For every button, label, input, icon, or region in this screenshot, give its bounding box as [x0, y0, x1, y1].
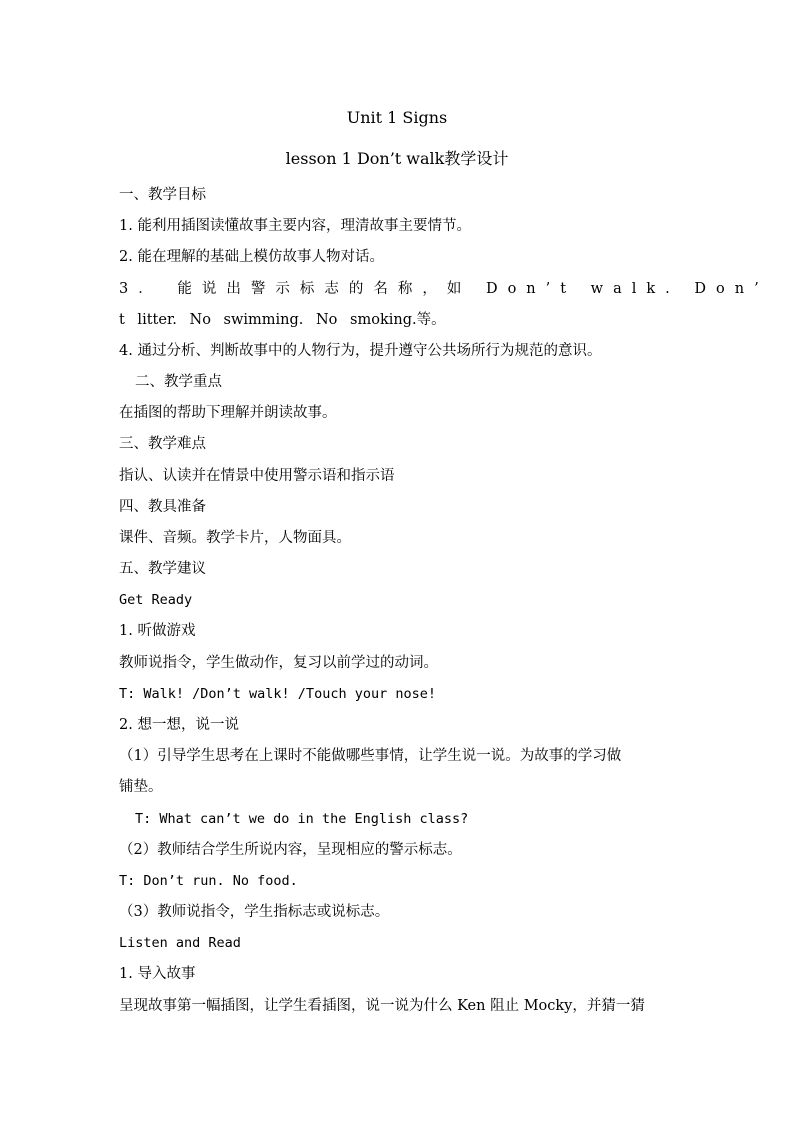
- listen-read-heading: Listen and Read: [119, 935, 241, 951]
- section-heading-difficulties: 三、教学难点: [119, 436, 206, 452]
- section-heading-suggestions: 五、教学建议: [119, 561, 206, 577]
- section-heading-key-points: 二、教学重点: [135, 374, 222, 390]
- step-2-dialogue-1: T: What can’t we do in the English class?: [135, 811, 469, 827]
- objective-4: 4. 通过分析、判断故事中的人物行为，提升遵守公共场所行为规范的意识。: [119, 343, 602, 359]
- section-heading-objectives: 一、教学目标: [119, 187, 206, 203]
- objective-1: 1. 能利用插图读懂故事主要内容，理清故事主要情节。: [119, 218, 471, 234]
- step-2-item-3: （3）教师说指令，学生指标志或说标志。: [119, 904, 390, 920]
- step-1-text: 教师说指令，学生做动作，复习以前学过的动词。: [119, 655, 438, 671]
- materials-text: 课件、音频。教学卡片，人物面具。: [119, 530, 351, 546]
- story-intro-heading: 1. 导入故事: [119, 966, 196, 982]
- objective-2: 2. 能在理解的基础上模仿故事人物对话。: [119, 249, 384, 265]
- step-2-dialogue-2: T: Don’t run. No food.: [119, 873, 298, 889]
- objective-3-line-2: t litter. No swimming. No smoking.等。: [119, 312, 446, 328]
- story-intro-text: 呈现故事第一幅插图，让学生看插图，说一说为什么 Ken 阻止 Mocky，并猜一猜: [119, 998, 645, 1014]
- step-1-heading: 1. 听做游戏: [119, 623, 196, 639]
- step-1-dialogue: T: Walk! /Don’t walk! /Touch your nose!: [119, 686, 436, 702]
- document-subtitle: lesson 1 Don’t walk教学设计: [285, 149, 509, 168]
- step-2-item-1-line-2: 铺垫。: [119, 779, 163, 795]
- step-2-item-2: （2）教师结合学生所说内容，呈现相应的警示标志。: [119, 842, 462, 858]
- step-2-heading: 2. 想一想，说一说: [119, 717, 239, 733]
- document-title: Unit 1 Signs: [346, 108, 448, 127]
- step-2-item-1-line-1: （1）引导学生思考在上课时不能做哪些事情，让学生说一说。为故事的学习做: [119, 748, 622, 764]
- difficulties-text: 指认、认读并在情景中使用警示语和指示语: [119, 468, 395, 484]
- get-ready-heading: Get Ready: [119, 592, 193, 608]
- section-heading-materials: 四、教具准备: [119, 499, 206, 515]
- key-points-text: 在插图的帮助下理解并朗读故事。: [119, 405, 337, 421]
- objective-3-line-1: 3． 能说出警示标志的名称，如 Don’t walk. Don’: [119, 281, 769, 297]
